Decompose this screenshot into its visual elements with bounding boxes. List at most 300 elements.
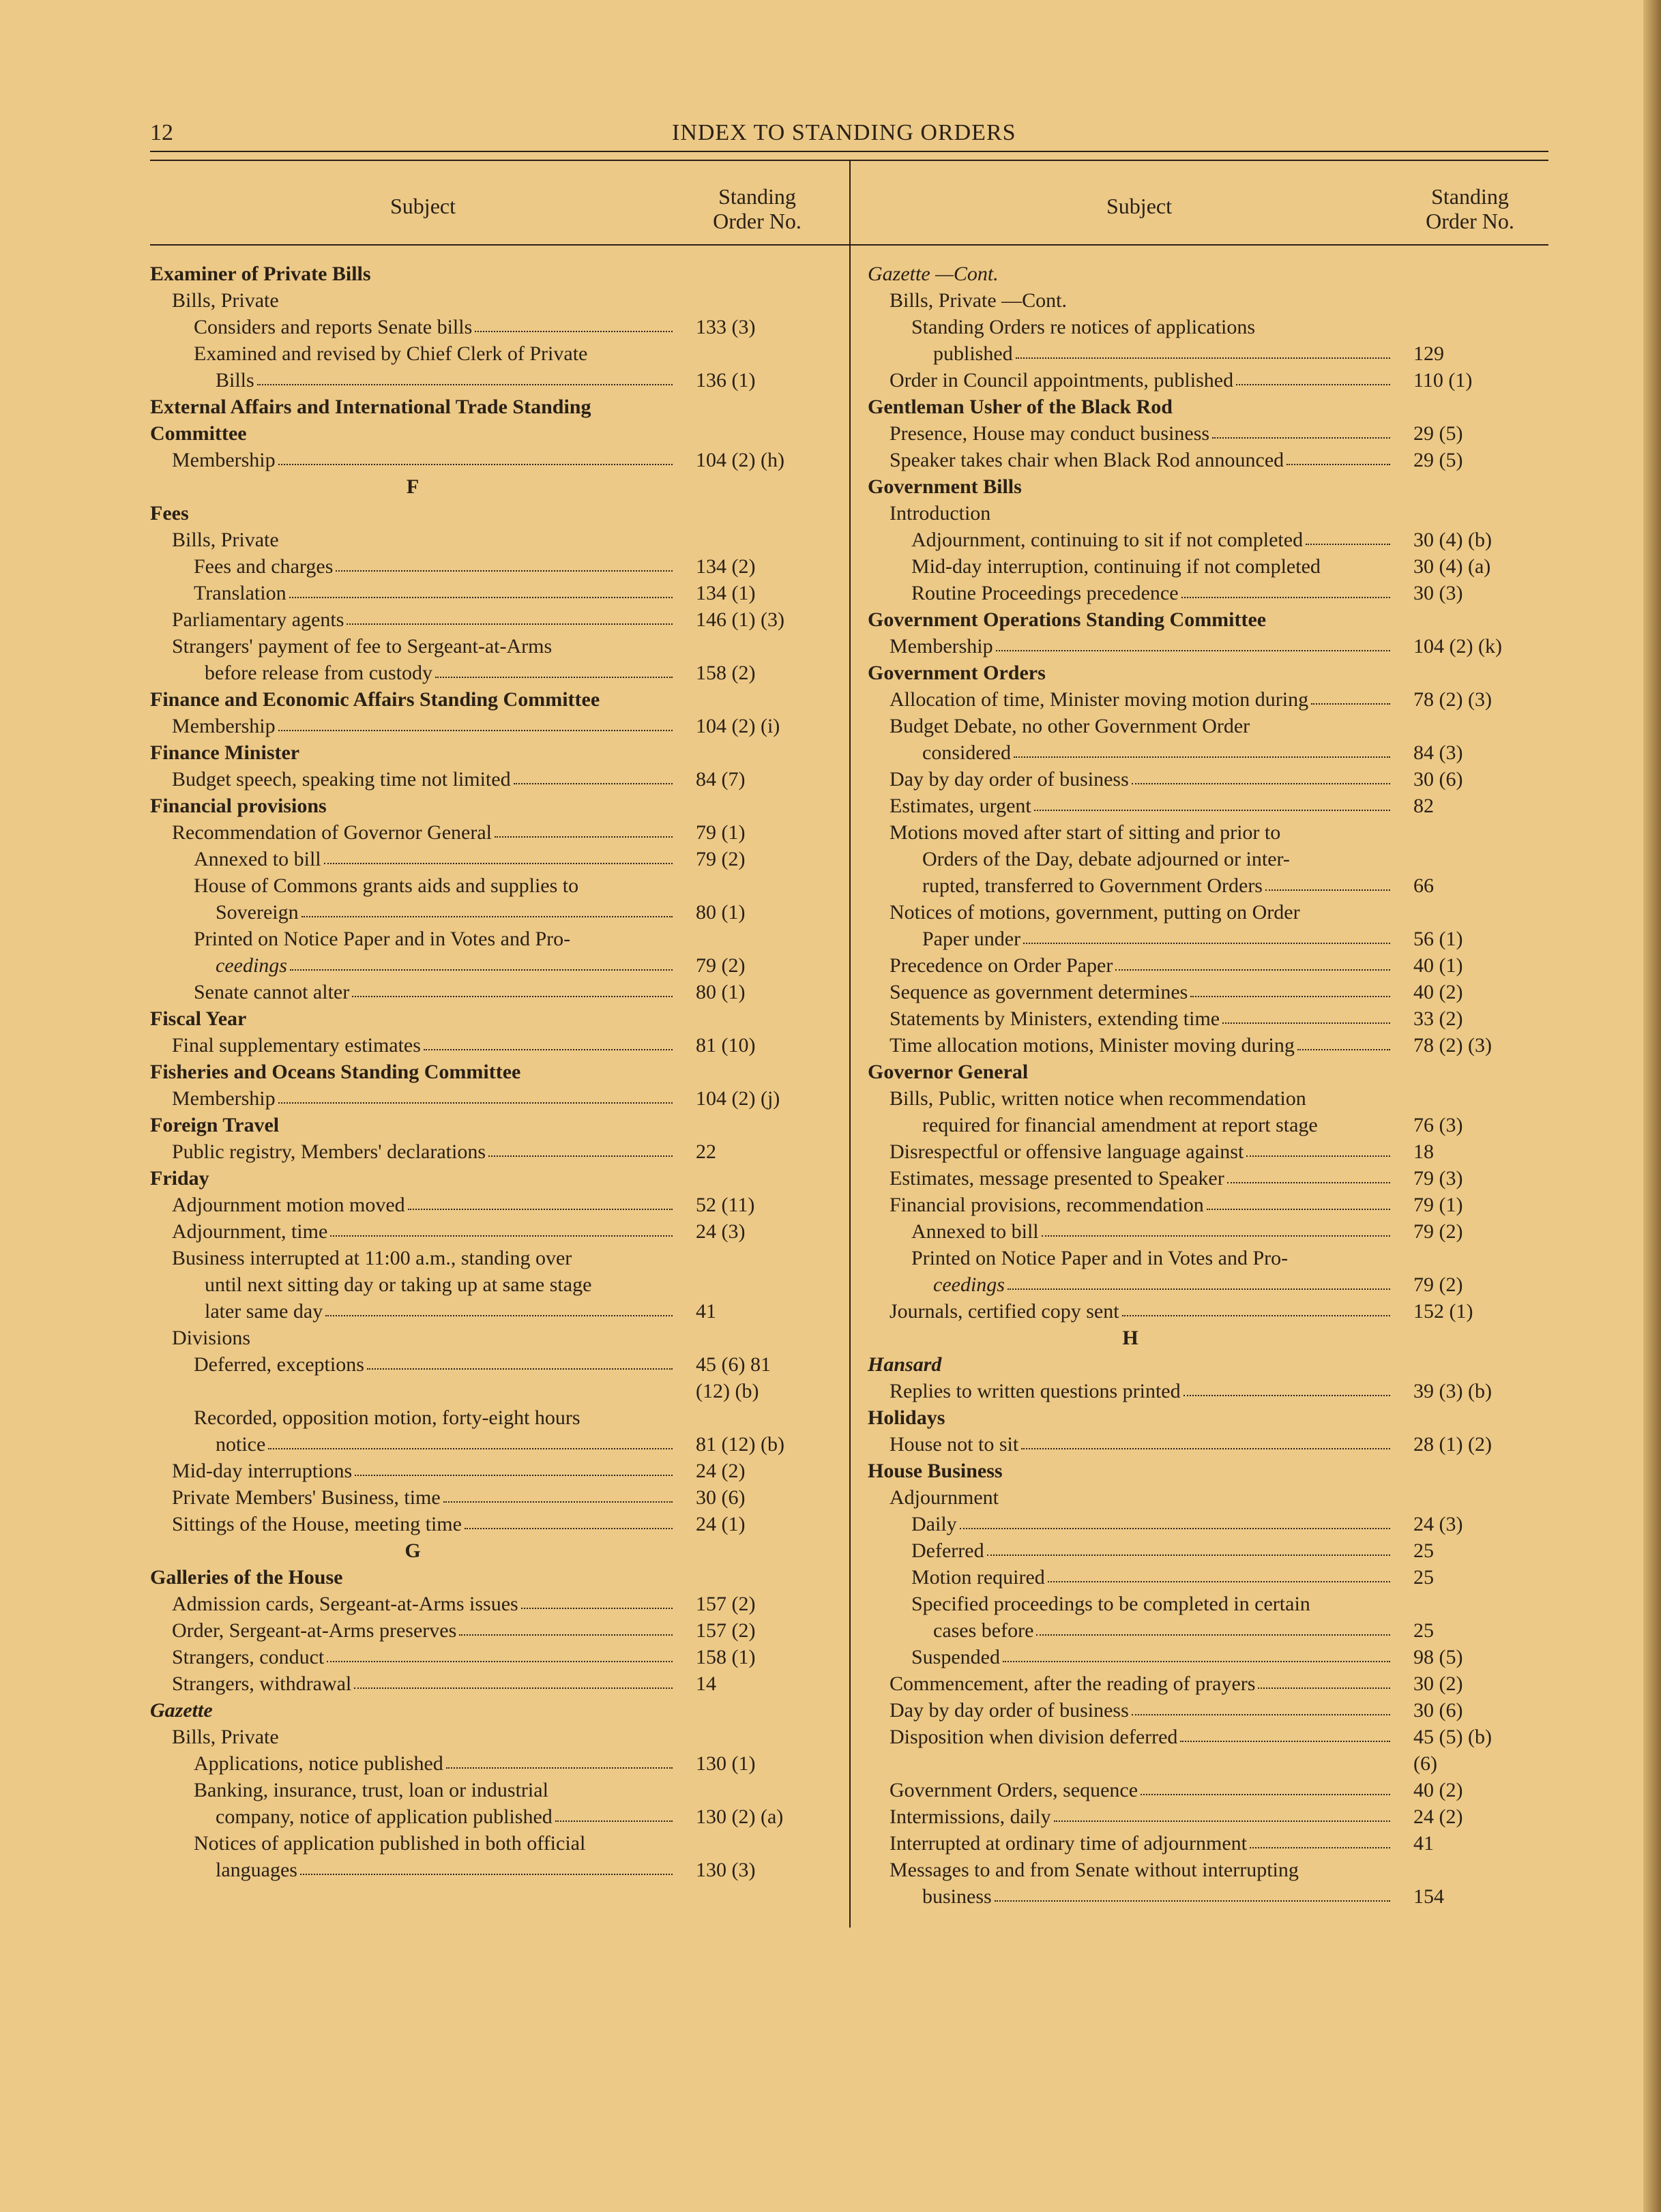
standing-order-ref: 134 (1): [696, 582, 756, 604]
index-entry: [150, 1616, 805, 1642]
leader-dots: [1311, 703, 1390, 705]
entry-text: Finance and Economic Affairs Standing Committee: [150, 688, 600, 711]
entry-text: Annexed to bill: [911, 1220, 1039, 1243]
header-rule: [150, 151, 1548, 152]
leader-dots: [514, 783, 673, 784]
entry-text: Bills, Public, written notice when recommendation: [890, 1087, 1306, 1110]
entry-text: Daily: [911, 1513, 957, 1535]
leader-dots: [278, 1102, 673, 1104]
standing-order-ref: 45 (6) 81: [696, 1353, 771, 1376]
order-no-label: Order No.: [1426, 209, 1514, 233]
entry-text: Mid-day interruptions: [172, 1460, 353, 1482]
page-number: 12: [150, 120, 173, 145]
standing-order-ref: 130 (1): [696, 1752, 756, 1775]
index-entry: [868, 1483, 1527, 1509]
entry-text: Holidays: [868, 1406, 945, 1429]
entry-text: Bills, Private: [172, 529, 279, 551]
standing-order-ref: 133 (3): [696, 316, 756, 338]
index-entry: [150, 1004, 805, 1031]
standing-order-ref: 33 (2): [1413, 1007, 1463, 1030]
entry-text: Private Members' Business, time: [172, 1486, 441, 1509]
leader-dots: [327, 1661, 673, 1662]
entry-text: business: [922, 1885, 992, 1908]
entry-text: Deferred, exceptions: [194, 1353, 364, 1376]
index-entry: [868, 1855, 1527, 1882]
entry-text: Deferred: [911, 1539, 984, 1562]
standing-order-ref: 41: [696, 1300, 716, 1323]
entry-text: Motion required: [911, 1566, 1045, 1589]
index-entry: [150, 844, 805, 871]
index-entry: [150, 1217, 805, 1243]
index-entry: [150, 445, 805, 472]
index-entry: [150, 1749, 805, 1775]
leader-dots: [354, 1687, 673, 1689]
leader-dots: [1227, 1182, 1390, 1183]
index-entry: [868, 924, 1527, 951]
standing-order-ref: 81 (12) (b): [696, 1433, 784, 1456]
standing-order-ref: 79 (2): [1413, 1220, 1463, 1243]
standing-order-ref: 28 (1) (2): [1413, 1433, 1492, 1456]
leader-dots: [446, 1767, 673, 1769]
leader-dots: [1250, 1847, 1390, 1848]
entry-text: Government Orders, sequence: [890, 1779, 1138, 1801]
index-entry: [868, 951, 1527, 977]
leader-dots: [1236, 384, 1390, 385]
index-entry: [868, 1430, 1527, 1456]
index-entry: [868, 765, 1527, 791]
standing-order-ref: 146 (1) (3): [696, 608, 784, 631]
leader-dots: [268, 1448, 673, 1449]
index-entry: [868, 632, 1527, 658]
leader-dots: [257, 384, 673, 385]
index-entry: [150, 1802, 805, 1829]
index-entry: [868, 1829, 1527, 1855]
entry-text: Recorded, opposition motion, forty-eight hours: [194, 1406, 580, 1429]
entry-text: Speaker takes chair when Black Rod announced: [890, 449, 1284, 471]
entry-text: Disposition when division deferred: [890, 1726, 1178, 1748]
entry-text: required for financial amendment at report stage: [922, 1114, 1318, 1136]
index-entry: [150, 525, 805, 552]
standing-order-ref: 104 (2) (h): [696, 449, 784, 471]
entry-text: Strangers' payment of fee to Sergeant-at-Arms: [172, 635, 553, 658]
entry-text: Recommendation of Governor General: [172, 821, 492, 844]
index-entry: [150, 1270, 805, 1297]
leader-dots: [1306, 544, 1390, 545]
index-entry: [150, 419, 805, 445]
index-entry: [868, 685, 1527, 711]
index-entry: [150, 552, 805, 578]
entry-text: Precedence on Order Paper: [890, 954, 1113, 977]
standing-order-ref: 157 (2): [696, 1593, 756, 1615]
leader-dots: [459, 1634, 673, 1636]
index-entry: [868, 1217, 1527, 1243]
index-entry: [868, 1403, 1527, 1430]
entry-text: Government Bills: [868, 475, 1022, 498]
index-entry: [150, 1722, 805, 1749]
entry-text: Bills: [216, 369, 254, 392]
leader-dots: [352, 996, 673, 997]
index-entry: [150, 1350, 805, 1376]
index-entry: [868, 392, 1527, 419]
leader-dots: [324, 863, 673, 864]
standing-order-ref: 154: [1413, 1885, 1444, 1908]
index-entry: [150, 1110, 805, 1137]
leader-dots: [325, 1315, 673, 1316]
standing-order-ref: 136 (1): [696, 369, 756, 392]
standing-order-ref: 80 (1): [696, 981, 746, 1003]
entry-text: Sequence as government determines: [890, 981, 1188, 1003]
entry-text: F: [406, 475, 420, 498]
standing-order-ref: 18: [1413, 1140, 1434, 1163]
leader-dots: [408, 1209, 673, 1210]
standing-order-ref: 30 (4) (a): [1413, 555, 1491, 578]
standing-order-ref: 22: [696, 1140, 716, 1163]
index-entry: [150, 1642, 805, 1669]
entry-text: Adjournment, continuing to sit if not completed: [911, 529, 1304, 551]
leader-dots: [336, 570, 673, 572]
leader-dots: [1008, 1288, 1390, 1290]
index-entry: [150, 1775, 805, 1802]
index-entry: [868, 844, 1527, 871]
entry-text: Day by day order of business: [890, 768, 1129, 791]
leader-dots: [1014, 756, 1390, 758]
entry-text: Banking, insurance, trust, loan or industrial: [194, 1779, 548, 1801]
leader-dots: [1212, 437, 1390, 439]
entry-text: Sovereign: [216, 901, 299, 924]
index-entry: [150, 1323, 805, 1350]
entry-text: Presence, House may conduct business: [890, 422, 1210, 445]
entry-text: Business interrupted at 11:00 a.m., standing over: [172, 1247, 572, 1269]
entry-text: Motions moved after start of sitting and prior to: [890, 821, 1281, 844]
leader-dots: [1246, 1155, 1390, 1157]
index-entry: [150, 791, 805, 818]
index-entry: [868, 1137, 1527, 1164]
section-letter: [150, 1536, 805, 1563]
index-entry: [868, 499, 1527, 525]
entry-text: Budget speech, speaking time not limited: [172, 768, 511, 791]
index-entry: [868, 1270, 1527, 1297]
index-entry: [150, 1829, 805, 1855]
entry-text: cases before: [933, 1619, 1034, 1642]
standing-order-ref: 40 (2): [1413, 981, 1463, 1003]
entry-text: G: [405, 1539, 421, 1562]
entry-text: Orders of the Day, debate adjourned or inter-: [922, 848, 1290, 870]
index-entry: [868, 658, 1527, 685]
standing-order-ref: 79 (1): [1413, 1194, 1463, 1216]
leader-dots: [1287, 464, 1390, 465]
index-entry: [868, 578, 1527, 605]
entry-text: until next sitting day or taking up at same stage: [205, 1273, 592, 1296]
index-entry: [868, 738, 1527, 765]
leader-dots: [435, 677, 673, 678]
leader-dots: [1016, 357, 1390, 359]
entry-text: Allocation of time, Minister moving motion during: [890, 688, 1309, 711]
leader-dots: [424, 1049, 673, 1050]
index-entry: [868, 1616, 1527, 1642]
entry-text: Annexed to bill: [194, 848, 321, 870]
leader-dots: [1115, 969, 1390, 971]
index-entry: [150, 286, 805, 312]
standing-order-ref: 82: [1413, 795, 1434, 817]
leader-dots: [521, 1608, 673, 1609]
index-entry: [150, 1137, 805, 1164]
leader-dots: [495, 836, 673, 838]
standing-order-ref: 41: [1413, 1832, 1434, 1855]
index-entry: [150, 392, 805, 419]
index-entry: [150, 499, 805, 525]
leader-dots: [355, 1475, 673, 1476]
index-entry: [150, 1297, 805, 1323]
standing-order-ref: 30 (6): [1413, 768, 1463, 791]
entry-text: Disrespectful or offensive language against: [890, 1140, 1244, 1163]
leader-dots: [1122, 1315, 1390, 1316]
standing-order-ref: 30 (6): [696, 1486, 746, 1509]
standing-order-ref: 56 (1): [1413, 928, 1463, 950]
standing-order-ref: 84 (7): [696, 768, 746, 791]
standing-order-ref: 24 (1): [696, 1513, 746, 1535]
entry-text: Statements by Ministers, extending time: [890, 1007, 1220, 1030]
entry-text: House of Commons grants aids and supplies to: [194, 874, 579, 897]
entry-text: published: [933, 342, 1013, 365]
index-entry: [868, 977, 1527, 1004]
index-entry: [150, 1243, 805, 1270]
standing-order-ref: 110 (1): [1413, 369, 1473, 392]
leader-dots: [443, 1501, 673, 1503]
index-entry: [868, 1297, 1527, 1323]
entry-text: Government Operations Standing Committee: [868, 608, 1267, 631]
index-entry: [868, 1004, 1527, 1031]
leader-dots: [475, 331, 673, 332]
standing-order-ref: 130 (3): [696, 1859, 756, 1881]
entry-text: Galleries of the House: [150, 1566, 343, 1589]
index-entry: [868, 1749, 1527, 1775]
entry-text: Membership: [172, 715, 276, 737]
entry-text: Public registry, Members' declarations: [172, 1140, 486, 1163]
right-index-column: [868, 259, 1527, 1908]
entry-text: Journals, certified copy sent: [890, 1300, 1119, 1323]
index-entry: [868, 1882, 1527, 1908]
index-entry: [868, 366, 1527, 392]
index-entry: [150, 1696, 805, 1722]
standing-order-ref: 79 (2): [1413, 1273, 1463, 1296]
standing-order-ref: 129: [1413, 342, 1444, 365]
index-entry: [868, 1350, 1527, 1376]
entry-text: ceedings: [216, 954, 287, 977]
leader-dots: [488, 1155, 673, 1157]
entry-text: Examiner of Private Bills: [150, 263, 371, 285]
entry-text: House not to sit: [890, 1433, 1019, 1456]
right-subject-heading: Subject: [1106, 194, 1172, 218]
index-entry: [868, 1376, 1527, 1403]
entry-text: rupted, transferred to Government Orders: [922, 874, 1263, 897]
standing-order-ref: 104 (2) (i): [696, 715, 780, 737]
entry-text: External Affairs and International Trade Standing: [150, 396, 591, 418]
standing-order-ref: 79 (2): [696, 848, 746, 870]
standing-order-ref: 157 (2): [696, 1619, 756, 1642]
index-entry: [868, 472, 1527, 499]
entry-text: Gazette: [150, 1699, 213, 1722]
entry-text: Membership: [172, 449, 276, 471]
leader-dots: [278, 464, 673, 465]
index-entry: [150, 898, 805, 924]
entry-text: Commencement, after the reading of prayers: [890, 1672, 1256, 1695]
entry-text: Intermissions, daily: [890, 1805, 1051, 1828]
standing-order-ref: 52 (11): [696, 1194, 755, 1216]
entry-text: Specified proceedings to be completed in certain: [911, 1593, 1310, 1615]
entry-text: Fees and charges: [194, 555, 334, 578]
standing-order-ref: 30 (6): [1413, 1699, 1463, 1722]
entry-text: notice: [216, 1433, 266, 1456]
entry-text: Foreign Travel: [150, 1114, 280, 1136]
index-entry: [868, 1509, 1527, 1536]
entry-text: Admission cards, Sergeant-at-Arms issues: [172, 1593, 518, 1615]
standing-order-ref: 79 (3): [1413, 1167, 1463, 1190]
standing-order-ref: 24 (2): [1413, 1805, 1463, 1828]
index-entry: [868, 1696, 1527, 1722]
entry-text: Bills, Private: [172, 289, 279, 312]
entry-text: Considers and reports Senate bills: [194, 316, 473, 338]
entry-text: House Business: [868, 1460, 1003, 1482]
index-entry: [150, 1669, 805, 1696]
standing-order-ref: 158 (1): [696, 1646, 756, 1668]
entry-text: Bills, Private: [172, 1726, 279, 1748]
leader-dots: [1054, 1820, 1390, 1822]
standing-order-ref: 104 (2) (j): [696, 1087, 780, 1110]
index-entry: [868, 1110, 1527, 1137]
entry-text: Standing Orders re notices of applications: [911, 316, 1256, 338]
index-entry: [150, 1057, 805, 1084]
index-entry: [150, 1589, 805, 1616]
index-entry: [150, 1509, 805, 1536]
entry-text: before release from custody: [205, 662, 433, 684]
entry-text: Fees: [150, 502, 189, 525]
entry-text: languages: [216, 1859, 297, 1881]
index-entry: [868, 1589, 1527, 1616]
standing-order-ref: 40 (2): [1413, 1779, 1463, 1801]
entry-text: Adjournment, time: [172, 1220, 328, 1243]
leader-dots: [1207, 1209, 1390, 1210]
entry-text: Interrupted at ordinary time of adjournment: [890, 1832, 1247, 1855]
standing-order-ref: 66: [1413, 874, 1434, 897]
index-entry: [868, 1642, 1527, 1669]
index-entry: [868, 1057, 1527, 1084]
right-standing-order-heading: [1395, 184, 1545, 233]
leader-dots: [1184, 1395, 1390, 1396]
column-divider: [849, 161, 851, 1928]
entry-text: Parliamentary agents: [172, 608, 344, 631]
leader-dots: [290, 969, 673, 971]
index-entry: [868, 1669, 1527, 1696]
index-entry: [150, 1190, 805, 1217]
standing-order-ref: 30 (4) (b): [1413, 529, 1492, 551]
leader-dots: [347, 623, 673, 625]
index-entry: [868, 1775, 1527, 1802]
entry-text: Day by day order of business: [890, 1699, 1129, 1722]
index-entry: [868, 605, 1527, 632]
standing-order-ref: 40 (1): [1413, 954, 1463, 977]
standing-order-ref: 30 (3): [1413, 582, 1463, 604]
leader-dots: [1042, 1235, 1390, 1237]
index-entry: [150, 259, 805, 286]
entry-text: Order, Sergeant-at-Arms preserves: [172, 1619, 457, 1642]
standing-order-ref: 76 (3): [1413, 1114, 1463, 1136]
entry-text: Membership: [890, 635, 993, 658]
index-entry: [868, 445, 1527, 472]
index-entry: [868, 1084, 1527, 1110]
entry-text: later same day: [205, 1300, 323, 1323]
entry-text: Translation: [194, 582, 286, 604]
index-entry: [868, 1031, 1527, 1057]
entry-text: H: [1122, 1327, 1138, 1349]
section-letter: [150, 472, 805, 499]
index-entry: [868, 1164, 1527, 1190]
entry-text: Bills, Private —Cont.: [890, 289, 1068, 312]
index-entry: [150, 1430, 805, 1456]
entry-text: Governor General: [868, 1061, 1029, 1083]
index-entry: [150, 339, 805, 366]
entry-text: Mid-day interruption, continuing if not completed: [911, 555, 1321, 578]
index-entry: [150, 632, 805, 658]
index-entry: [150, 924, 805, 951]
entry-text: Sittings of the House, meeting time: [172, 1513, 462, 1535]
index-entry: [868, 525, 1527, 552]
standing-order-ref: 25: [1413, 1566, 1434, 1589]
index-entry: [868, 286, 1527, 312]
leader-dots: [1190, 996, 1390, 997]
standing-order-ref: 78 (2) (3): [1413, 688, 1492, 711]
index-entry: [150, 1563, 805, 1589]
standing-order-ref: 78 (2) (3): [1413, 1034, 1492, 1057]
leader-dots: [960, 1528, 1390, 1529]
index-entry: [868, 871, 1527, 898]
index-entry: [868, 1243, 1527, 1270]
entry-text: Time allocation motions, Minister moving during: [890, 1034, 1295, 1057]
left-subject-heading: Subject: [390, 194, 456, 218]
index-entry: [150, 1376, 805, 1403]
leader-dots: [1021, 1448, 1390, 1449]
index-entry: [150, 711, 805, 738]
index-entry: [150, 765, 805, 791]
entry-text: Notices of motions, government, putting on Order: [890, 901, 1300, 924]
index-entry: [868, 1563, 1527, 1589]
standing-label: Standing: [1431, 184, 1509, 209]
entry-text: Gazette —Cont.: [868, 263, 999, 285]
leader-dots: [555, 1820, 673, 1822]
leader-dots: [987, 1554, 1390, 1556]
order-no-label: Order No.: [713, 209, 802, 233]
entry-text: Adjournment motion moved: [172, 1194, 405, 1216]
left-index-column: [150, 259, 805, 1882]
leader-dots: [1222, 1022, 1390, 1024]
entry-text: Estimates, message presented to Speaker: [890, 1167, 1224, 1190]
index-entry: [150, 1084, 805, 1110]
standing-order-ref: 104 (2) (k): [1413, 635, 1502, 658]
entry-text: Suspended: [911, 1646, 1000, 1668]
entry-text: Fiscal Year: [150, 1007, 247, 1030]
entry-text: Strangers, withdrawal: [172, 1672, 352, 1695]
standing-order-ref: 39 (3) (b): [1413, 1380, 1492, 1402]
leader-dots: [1048, 1581, 1390, 1582]
entry-text: company, notice of application published: [216, 1805, 553, 1828]
leader-dots: [996, 650, 1390, 651]
entry-text: Finance Minister: [150, 741, 300, 764]
leader-dots: [1003, 1661, 1390, 1662]
entry-text: Printed on Notice Paper and in Votes and Pro-: [194, 928, 571, 950]
standing-order-ref: 30 (2): [1413, 1672, 1463, 1695]
leader-dots: [367, 1368, 673, 1370]
entry-text: Strangers, conduct: [172, 1646, 325, 1668]
entry-text: Routine Proceedings precedence: [911, 582, 1179, 604]
